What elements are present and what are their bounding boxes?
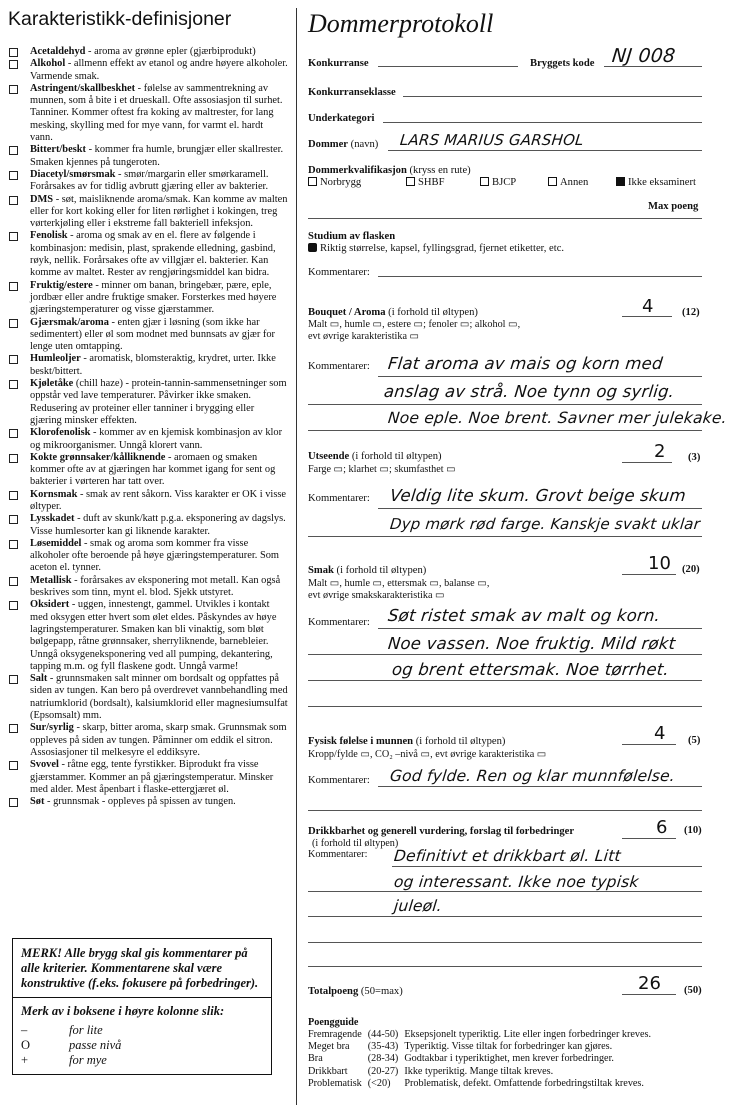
smak-comment-line[interactable] xyxy=(308,706,702,707)
kval-option-ikke-eksaminert[interactable]: Ikke eksaminert xyxy=(616,176,696,189)
definition-item[interactable] xyxy=(8,46,288,58)
definition-checkbox[interactable] xyxy=(9,282,18,291)
definition-checkbox[interactable] xyxy=(9,232,18,241)
definition-checkbox[interactable] xyxy=(9,146,18,155)
smak-kommentarer-label: Kommentarer: xyxy=(308,617,370,628)
definition-checkbox[interactable] xyxy=(9,515,18,524)
studium-desc: Riktig størrelse, kapsel, fyllingsgrad, fjernet etiketter, etc. xyxy=(308,242,564,255)
konkurranseklasse-field[interactable] xyxy=(403,96,702,97)
definition-term: Bittert/beskt xyxy=(30,144,86,156)
dommer-field[interactable] xyxy=(388,150,702,151)
underkategori-label: Underkategori xyxy=(308,113,375,124)
fysisk-desc: Kropp/fylde ▭, CO₂ –nivå ▭, evt øvrige karakteristika ▭ xyxy=(308,749,547,760)
definition-checkbox[interactable] xyxy=(9,60,18,69)
bouquet-comment-line[interactable] xyxy=(378,376,702,377)
definition-text: - smak av rent såkorn. Viss karakter er OK i visse øltyper. xyxy=(30,488,287,512)
definition-text: - aromatisk, blomsteraktig, krydret, urter. Ikke beskt/bittert. xyxy=(30,353,276,377)
utseende-kommentarer-label: Kommentarer: xyxy=(308,493,370,504)
definition-item[interactable] xyxy=(8,194,288,231)
smak-score: 10 xyxy=(648,553,671,574)
definition-checkbox[interactable] xyxy=(9,171,18,180)
definition-term: Metallisk xyxy=(30,574,72,586)
utseende-score: 2 xyxy=(654,441,666,462)
smak-comment-line[interactable] xyxy=(308,680,702,681)
definition-item[interactable] xyxy=(8,452,288,489)
definition-term: Svovel xyxy=(30,759,59,771)
definition-term: Gjærsmak/aroma xyxy=(30,316,109,328)
drikk-label: Drikkbarhet og generell vurdering, forslag til forbedringer xyxy=(308,826,575,837)
smak-comment-1: Søt ristet smak av malt og korn. xyxy=(387,606,662,625)
definition-term: Humleoljer xyxy=(30,353,81,365)
bouquet-comment-line[interactable] xyxy=(308,404,702,405)
definition-term: Oksidert xyxy=(30,599,70,611)
smak-comment-line[interactable] xyxy=(308,654,702,655)
definition-text: - smør/margarin eller smørkaramell. Forårsakes av for tidlig avbrutt gjæring eller av bakterier. xyxy=(30,168,269,193)
definition-checkbox[interactable] xyxy=(9,454,18,463)
drikk-comment-2: og interessant. Ikke noe typisk xyxy=(393,873,640,891)
utseende-score-line[interactable] xyxy=(622,462,672,463)
utseende-comment-line[interactable] xyxy=(378,508,702,509)
definition-term: Fenolisk xyxy=(30,230,68,242)
definition-item[interactable] xyxy=(8,599,288,673)
definitions-list xyxy=(8,46,288,808)
kval-option-norbrygg[interactable]: Norbrygg xyxy=(308,176,361,189)
utseende-desc: Farge ▭; klarhet ▭; skumfasthet ▭ xyxy=(308,464,456,475)
definition-text: - grunnsmak - oppleves på spissen av tungen. xyxy=(44,796,236,808)
definition-item[interactable] xyxy=(8,759,288,796)
definition-text: - aroma av grønne epler (gjærbiprodukt) xyxy=(85,46,256,57)
guide-row: Drikkbart (20-27) Ikke typeriktig. Mange tiltak kreves. xyxy=(308,1065,554,1077)
protocol-form xyxy=(308,8,728,1103)
mark-legend-title: Merk av i boksene i høyre kolonne slik: xyxy=(21,1004,225,1018)
definition-item[interactable] xyxy=(8,280,288,317)
definition-item[interactable] xyxy=(8,144,288,169)
definition-text: - minner om banan, bringebær, pære, eple, jordbær eller andre fruktige smaker. Forsterkes med høyere gjæringstemperaturer og visse gjærstammer. xyxy=(30,279,277,316)
konkurranse-field[interactable] xyxy=(378,66,518,67)
definition-item[interactable] xyxy=(8,58,288,83)
max-poeng-label: Max poeng xyxy=(648,201,699,212)
definition-checkbox[interactable] xyxy=(9,380,18,389)
fysisk-comment-line[interactable] xyxy=(308,810,702,811)
mark-row: – for lite xyxy=(21,1023,103,1037)
definition-checkbox[interactable] xyxy=(9,319,18,328)
fysisk-comment-1: God fylde. Ren og klar munnfølelse. xyxy=(389,767,676,785)
total-score: 26 xyxy=(638,973,661,994)
guide-row: Fremragende (44-50) Eksepsjonelt typeriktig. Lite eller ingen forbedringer kreves. xyxy=(308,1029,652,1040)
bryggets-kode-value: NJ 008 xyxy=(610,45,677,67)
definition-text: - kommer fra humle, brungjær eller skallrester. Smaken kjennes på tungeroten. xyxy=(30,144,284,168)
utseende-max: (3) xyxy=(688,452,701,463)
bouquet-comment-3: Noe eple. Noe brent. Savner mer julekake. xyxy=(387,409,728,427)
smak-max: (20) xyxy=(682,564,700,575)
definition-text: - aromaen og smaken kommer ofte av at gjæringen har kommet igang for sent og bakterier i vørteren har tatt over. xyxy=(30,451,276,488)
fysisk-label: Fysisk følelse i munnen (i forhold til øltypen) xyxy=(308,736,506,747)
smak-desc-2: evt øvrige smakskarakteristika ▭ xyxy=(308,590,445,601)
kval-label: Dommerkvalifikasjon (kryss en rute) xyxy=(308,165,471,176)
bouquet-comment-line[interactable] xyxy=(308,430,702,431)
bouquet-max: (12) xyxy=(682,307,700,318)
definition-term: Søt xyxy=(30,796,45,808)
definition-checkbox[interactable] xyxy=(9,761,18,770)
total-score-line[interactable] xyxy=(622,994,676,995)
fysisk-comment-line[interactable] xyxy=(378,786,702,787)
drikk-comment-line[interactable] xyxy=(308,966,702,967)
bouquet-desc-1: Malt ▭, humle ▭, estere ▭; fenoler ▭; alkohol ▭, xyxy=(308,319,521,330)
fysisk-score: 4 xyxy=(654,723,666,744)
drikk-comment-3: juleøl. xyxy=(393,897,444,915)
definition-text: - forårsakes av eksponering mot metall. Kan også beskrives som tinn, mynt el. blod. Sjekk utstyret. xyxy=(30,574,281,599)
definition-text: - råtne egg, tente fyrstikker. Biprodukt fra visse gjærstammer. Kommer an på gjæringstemperatur. Minsker med alder. Mest åpenbart i flaske-ettergjæret øl. xyxy=(30,759,274,795)
definition-item[interactable] xyxy=(8,378,288,427)
guide-row: Problematisk (<20) Problematisk, defekt. Omfattende forbedringstiltak kreves. xyxy=(308,1077,644,1089)
smak-comment-3: og brent ettersmak. Noe tørrhet. xyxy=(391,660,670,679)
fysisk-kommentarer-label: Kommentarer: xyxy=(308,775,370,786)
studium-kommentarer-label: Kommentarer: xyxy=(308,267,370,278)
guide-table xyxy=(308,1029,657,1090)
definition-item[interactable] xyxy=(8,796,288,808)
guide-row: Meget bra (35-43) Typeriktig. Visse tiltak for forbedringer kan gjøres. xyxy=(308,1041,613,1053)
definition-term: DMS xyxy=(30,193,54,205)
drikk-sub: (i forhold til øltypen) xyxy=(312,838,399,849)
definition-text: - allmenn effekt av etanol og andre høyere alkoholer. Varmende smak. xyxy=(30,58,288,82)
mark-row: + for mye xyxy=(21,1053,107,1067)
definition-text: - enten gjær i løsning (som ikke har sedimentert) eller øl som modnet med bunnsats av gjær for lenge uten omtapping. xyxy=(30,316,275,353)
definition-item[interactable] xyxy=(8,427,288,452)
definition-term: Acetaldehyd xyxy=(30,46,86,57)
definition-term: Løsemiddel xyxy=(30,537,82,549)
definition-term: Kjøletåke xyxy=(30,378,74,390)
definition-text: - søt, maisliknende aroma/smak. Kan komme av malten eller for kort koking eller for liten rørlighet i kokingen, treg vørterkjøling eller i ekstreme fall bakteriell infeksjon. xyxy=(30,193,288,230)
definition-text: - aroma og smak av en el. flere av følgende i kombinasjon: medisin, plast, sprakende elledning, gasbind, røyk, nellik. Forårsakes ofte av villgjær el. bakterier. Kan komme av maltet. Rester av rengjøringsmiddel kan bidra. xyxy=(30,230,276,279)
kval-option-bjcp[interactable]: BJCP xyxy=(480,176,516,189)
bouquet-desc-2: evt øvrige karakteristika ▭ xyxy=(308,331,420,342)
protocol-title: Dommerprotokoll xyxy=(308,9,494,38)
drikk-comment-line[interactable] xyxy=(392,866,702,867)
bouquet-score: 4 xyxy=(642,296,654,317)
kval-option-shbf[interactable]: SHBF xyxy=(406,176,445,189)
utseende-comment-2: Dyp mørk rød farge. Kanskje svakt uklar xyxy=(389,515,702,533)
drikk-comment-line[interactable] xyxy=(308,942,702,943)
utseende-label: Utseende (i forhold til øltypen) xyxy=(308,451,442,462)
note-text: MERK! Alle brygg skal gis kommentarer på alle kriterier. Kommentarene skal være konstruktive (f.eks. fokusere på forbedringer). xyxy=(13,939,271,998)
definition-term: Astringent/skallbeskhet xyxy=(30,82,136,94)
definition-item[interactable] xyxy=(8,722,288,759)
smak-score-line[interactable] xyxy=(622,574,676,575)
smak-desc-1: Malt ▭, humle ▭, ettersmak ▭, balanse ▭, xyxy=(308,578,490,589)
definition-checkbox[interactable] xyxy=(9,196,18,205)
drikk-comment-1: Definitivt et drikkbart øl. Litt xyxy=(393,847,622,865)
drikk-score: 6 xyxy=(656,817,668,838)
dommer-value: LARS MARIUS GARSHOL xyxy=(399,131,585,149)
definition-term: Klorofenolisk xyxy=(30,427,91,439)
definition-checkbox[interactable] xyxy=(9,429,18,438)
definition-term: Alkohol xyxy=(30,58,66,70)
definition-text: - skarp, bitter aroma, skarp smak. Grunnsmak som oppleves på siden av tungen. Påminner om eddik el sitron. Assosiasjoner til melkesyre el eddiksyre. xyxy=(30,722,287,758)
definition-item[interactable] xyxy=(8,317,288,354)
definition-text: - duft av skunk/katt p.g.a. eksponering av dagslys. Visse humlesorter kan gi liknende karakter. xyxy=(30,513,286,537)
definitions-title: Karakteristikk-definisjoner xyxy=(8,8,232,30)
definition-checkbox[interactable] xyxy=(9,675,18,684)
mark-row: O passe nivå xyxy=(21,1038,122,1052)
studium-label: Studium av flasken xyxy=(308,231,396,242)
definition-term: Kornsmak xyxy=(30,488,78,500)
bryggets-kode-label: Bryggets kode xyxy=(530,58,595,69)
definition-text: - uggen, innestengt, gammel. Utvikles i kontakt med oksygen etter hvert som ølet eldes. Påskyndes av høye lagringstemperaturer. Smaken kan bli vinaktig, som bløt bølgepapp, råtne grønnsaker, sherryliknende, barnebleier. Unngå oksygeneksponering ved all pumping, dekantering, tapping m.m. og fyll flaskene godt. Unngå varme! xyxy=(30,599,277,672)
definition-checkbox[interactable] xyxy=(9,601,18,610)
smak-label: Smak (i forhold til øltypen) xyxy=(308,565,427,576)
definition-text: (chill haze) - protein-tannin-sammensetninger som oppstår ved lave temperaturer. Påvirker ikke smaken. Redusering av proteiner eller tanniner i brygging eller gjæring minsker effekten. xyxy=(30,378,287,426)
smak-comment-line[interactable] xyxy=(378,628,702,629)
definition-term: Lysskadet xyxy=(30,513,75,525)
drikk-score-line[interactable] xyxy=(622,838,676,839)
drikk-comment-line[interactable] xyxy=(308,916,702,917)
definition-item[interactable] xyxy=(8,673,288,722)
fysisk-score-line[interactable] xyxy=(622,744,676,745)
fysisk-max: (5) xyxy=(688,735,701,746)
studium-comment-line[interactable] xyxy=(378,276,702,277)
smak-comment-2: Noe vassen. Noe fruktig. Mild røkt xyxy=(387,634,677,653)
definition-item[interactable] xyxy=(8,353,288,378)
definition-term: Kokte grønnsaker/kålliknende xyxy=(30,451,166,463)
bouquet-kommentarer-label: Kommentarer: xyxy=(308,361,370,372)
bouquet-label: Bouquet / Aroma (i forhold til øltypen) xyxy=(308,307,478,318)
total-max: (50) xyxy=(684,985,702,996)
guide-title: Poengguide xyxy=(308,1017,359,1028)
guide-row: Bra (28-34) Godtakbar i typeriktighet, men krever forbedringer. xyxy=(308,1053,614,1065)
definition-term: Fruktig/estere xyxy=(30,279,93,291)
total-label: Totalpoeng (50=max) xyxy=(308,986,403,997)
definition-checkbox[interactable] xyxy=(9,540,18,549)
definition-term: Salt xyxy=(30,673,48,685)
kval-option-annen[interactable]: Annen xyxy=(548,176,588,189)
definition-item[interactable] xyxy=(8,575,288,600)
max-poeng-rule xyxy=(308,218,702,219)
definition-checkbox[interactable] xyxy=(9,491,18,500)
definition-item[interactable] xyxy=(8,513,288,538)
utseende-comment-1: Veldig lite skum. Grovt beige skum xyxy=(389,486,687,505)
definition-item[interactable] xyxy=(8,489,288,514)
definition-checkbox[interactable] xyxy=(9,48,18,57)
definition-text: - kommer av en kjemisk kombinasjon av klor og mikroorganismer. Unngå klorert vann. xyxy=(30,427,283,451)
definition-checkbox[interactable] xyxy=(9,85,18,94)
bouquet-comment-1: Flat aroma av mais og korn med xyxy=(387,354,664,373)
definition-checkbox[interactable] xyxy=(9,724,18,733)
definition-text: - grunnsmaken salt minner om bordsalt og oppfattes på siden av tungen. Kan bero på overdrevet vannbehandling med natriumklorid (bordsalt), kalsiumklorid eller magnesiumsulfat (Epsomsalt) mm. xyxy=(30,673,288,722)
definition-checkbox[interactable] xyxy=(9,798,18,807)
underkategori-field[interactable] xyxy=(383,122,702,123)
definition-item[interactable] xyxy=(8,230,288,279)
definition-item[interactable] xyxy=(8,169,288,194)
konkurranse-label: Konkurranse xyxy=(308,58,369,69)
definition-checkbox[interactable] xyxy=(9,577,18,586)
definition-text: - smak og aroma som kommer fra visse alkoholer ofte beroende på høye gjæringstemperaturer. Som aceton el. tynner. xyxy=(30,537,280,574)
konkurranseklasse-label: Konkurranseklasse xyxy=(308,87,396,98)
definition-term: Diacetyl/smørsmak xyxy=(30,168,116,180)
drikk-max: (10) xyxy=(684,825,702,836)
drikk-kommentarer-label: Kommentarer: xyxy=(308,849,368,860)
mark-legend xyxy=(13,998,271,1074)
definitions-column xyxy=(8,8,288,1103)
dommer-label: Dommer (navn) xyxy=(308,139,379,150)
definition-text: - følelse av sammentrekning av munnen, som å bite i et drueskall. Ofte assosiasjon til surhet. Tanniner. Kommer oftest fra koking av maltrester, for lang mesking, skylling med for mye vann, for varmt el. hardt vann. xyxy=(30,82,283,144)
definition-term: Sur/syrlig xyxy=(30,722,74,734)
definition-checkbox[interactable] xyxy=(9,355,18,364)
column-divider xyxy=(296,8,297,1105)
bouquet-comment-2: anslag av strå. Noe tynn og syrlig. xyxy=(383,382,676,401)
note-box xyxy=(12,938,272,1075)
definition-item[interactable] xyxy=(8,83,288,144)
definition-item[interactable] xyxy=(8,538,288,575)
utseende-comment-line[interactable] xyxy=(308,536,702,537)
